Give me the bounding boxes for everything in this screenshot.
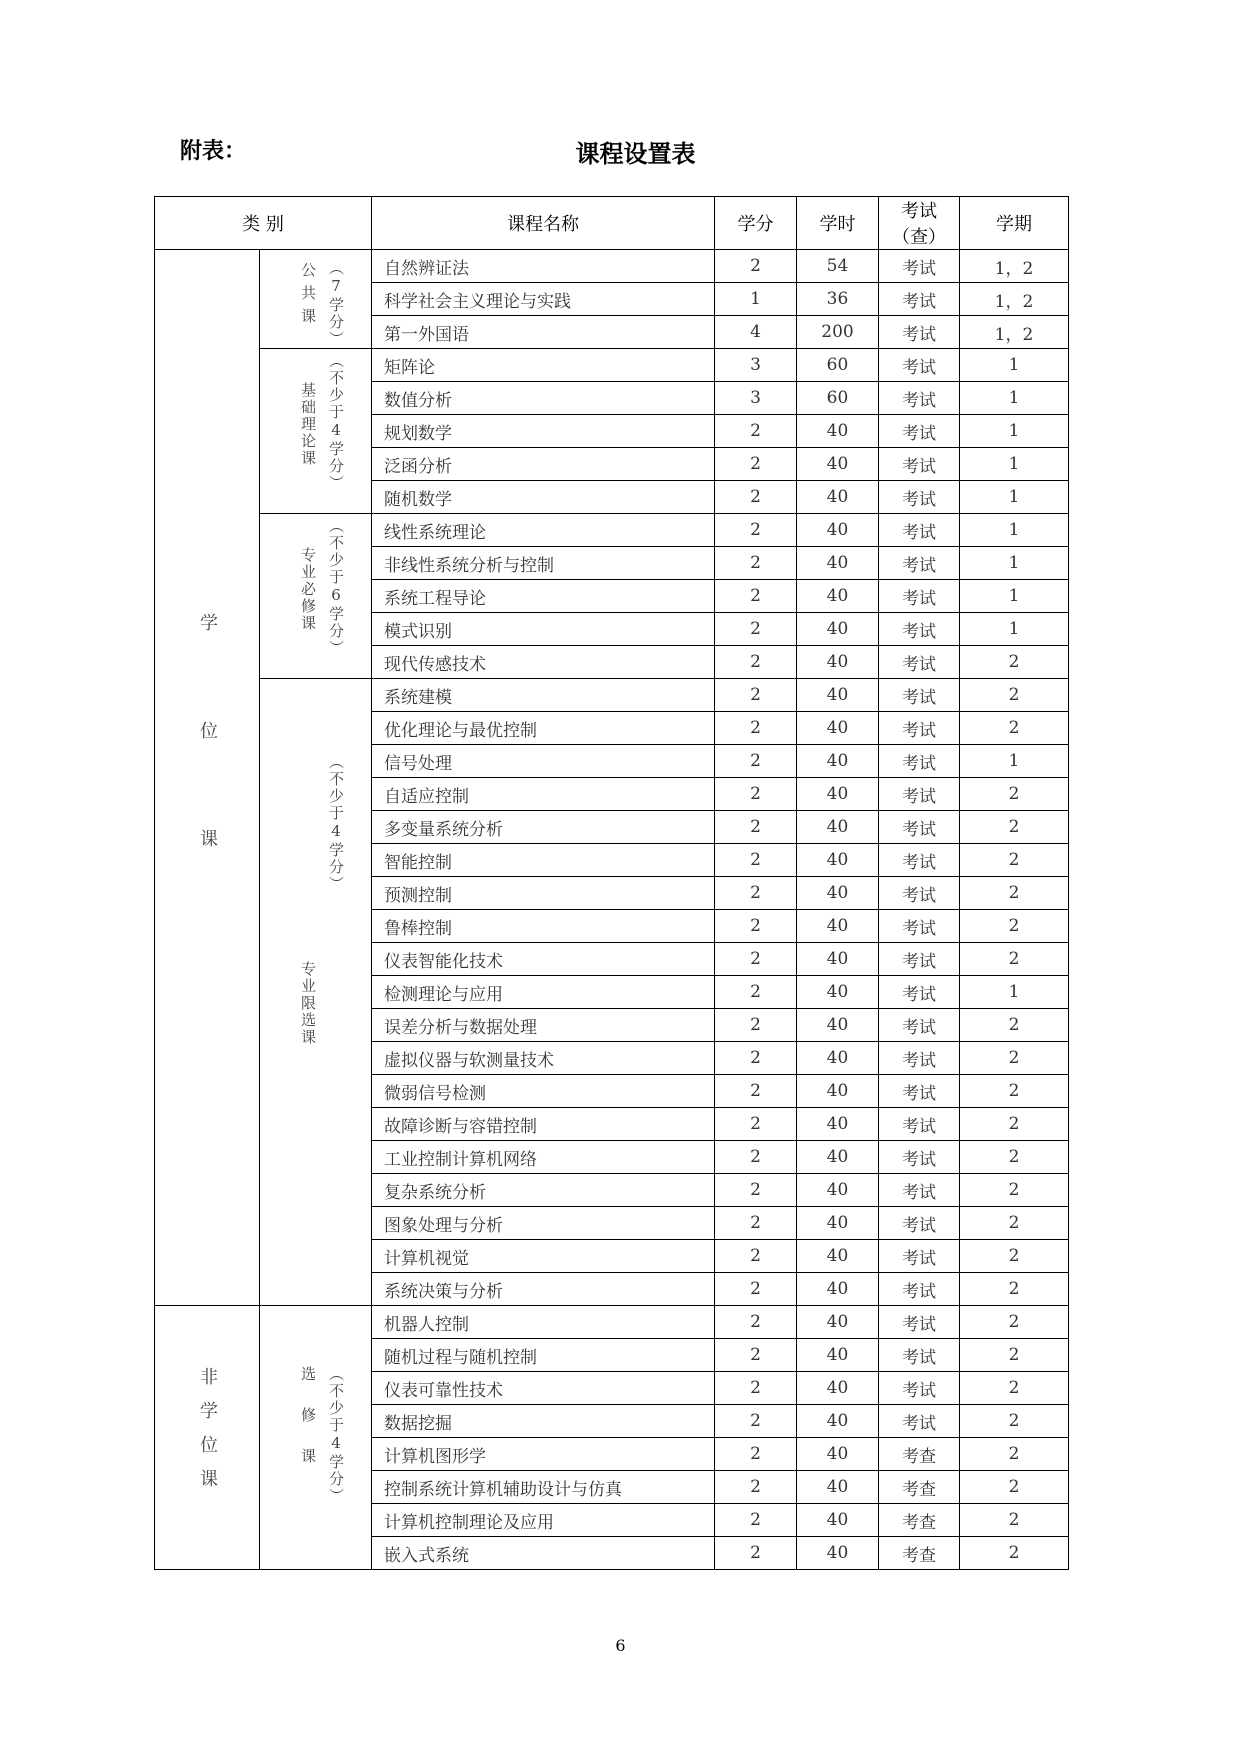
course-name: 矩阵论 xyxy=(372,349,715,382)
course-semester: 1，2 xyxy=(960,283,1069,316)
course-credits: 2 xyxy=(715,976,797,1009)
column-header-hours: 学时 xyxy=(797,197,879,250)
course-credits: 2 xyxy=(715,943,797,976)
subcategory-credit-note: （7学分） xyxy=(327,260,345,348)
course-exam-type: 考试 xyxy=(879,712,960,745)
course-credits: 2 xyxy=(715,1537,797,1570)
subcategory-credit-note: （不少于6学分） xyxy=(327,518,345,657)
course-name: 检测理论与应用 xyxy=(372,976,715,1009)
course-credits: 2 xyxy=(715,1306,797,1339)
course-name: 智能控制 xyxy=(372,844,715,877)
course-hours: 40 xyxy=(797,580,879,613)
course-semester: 2 xyxy=(960,679,1069,712)
course-exam-type: 考试 xyxy=(879,1405,960,1438)
course-exam-type: 考试 xyxy=(879,679,960,712)
subcategory-credit-note: （不少于4学分） xyxy=(327,1366,345,1505)
course-exam-type: 考试 xyxy=(879,1042,960,1075)
course-semester: 1 xyxy=(960,481,1069,514)
course-exam-type: 考试 xyxy=(879,877,960,910)
course-hours: 40 xyxy=(797,943,879,976)
course-name: 第一外国语 xyxy=(372,316,715,349)
table-row xyxy=(155,679,1069,712)
course-exam-type: 考试 xyxy=(879,382,960,415)
course-credits: 2 xyxy=(715,1141,797,1174)
course-name: 自适应控制 xyxy=(372,778,715,811)
course-name: 自然辨证法 xyxy=(372,250,715,283)
course-credits: 2 xyxy=(715,547,797,580)
course-exam-type: 考试 xyxy=(879,514,960,547)
course-credits: 2 xyxy=(715,1339,797,1372)
course-name: 计算机视觉 xyxy=(372,1240,715,1273)
course-semester: 2 xyxy=(960,1108,1069,1141)
course-credits: 2 xyxy=(715,514,797,547)
course-exam-type: 考试 xyxy=(879,976,960,1009)
course-credits: 2 xyxy=(715,646,797,679)
table-header-row xyxy=(155,197,1069,250)
column-header-category: 类 别 xyxy=(155,197,372,250)
subcategory-cell xyxy=(260,679,372,1306)
page-title: 课程设置表 xyxy=(575,140,696,168)
course-hours: 40 xyxy=(797,415,879,448)
subcategory-label: 基础理论课 xyxy=(299,382,317,467)
course-semester: 1 xyxy=(960,976,1069,1009)
course-hours: 40 xyxy=(797,1306,879,1339)
subcategory-cell xyxy=(260,349,372,514)
course-hours: 40 xyxy=(797,1471,879,1504)
course-exam-type: 考试 xyxy=(879,910,960,943)
course-name: 随机过程与随机控制 xyxy=(372,1339,715,1372)
course-name: 预测控制 xyxy=(372,877,715,910)
table-row xyxy=(155,514,1069,547)
course-credits: 2 xyxy=(715,811,797,844)
course-hours: 54 xyxy=(797,250,879,283)
course-name: 故障诊断与容错控制 xyxy=(372,1108,715,1141)
subcategory-credit-note: （不少于4学分） xyxy=(327,754,345,894)
subcategory-cell xyxy=(260,250,372,349)
course-name: 系统工程导论 xyxy=(372,580,715,613)
course-credits: 2 xyxy=(715,778,797,811)
course-exam-type: 考试 xyxy=(879,1141,960,1174)
course-credits: 2 xyxy=(715,415,797,448)
course-hours: 36 xyxy=(797,283,879,316)
course-credits: 2 xyxy=(715,1042,797,1075)
course-semester: 2 xyxy=(960,778,1069,811)
major-category-label: 学位课 xyxy=(197,613,218,937)
course-hours: 40 xyxy=(797,646,879,679)
course-semester: 2 xyxy=(960,943,1069,976)
course-hours: 40 xyxy=(797,1372,879,1405)
course-semester: 2 xyxy=(960,877,1069,910)
course-semester: 2 xyxy=(960,1537,1069,1570)
course-credits: 2 xyxy=(715,448,797,481)
course-exam-type: 考试 xyxy=(879,811,960,844)
course-hours: 40 xyxy=(797,1240,879,1273)
column-header-credits: 学分 xyxy=(715,197,797,250)
course-exam-type: 考试 xyxy=(879,547,960,580)
course-hours: 40 xyxy=(797,712,879,745)
course-exam-type: 考试 xyxy=(879,1207,960,1240)
course-name: 系统建模 xyxy=(372,679,715,712)
course-exam-type: 考试 xyxy=(879,1306,960,1339)
major-category-cell xyxy=(155,1306,260,1570)
course-name: 信号处理 xyxy=(372,745,715,778)
course-semester: 2 xyxy=(960,1075,1069,1108)
course-credits: 4 xyxy=(715,316,797,349)
course-hours: 60 xyxy=(797,349,879,382)
course-hours: 40 xyxy=(797,514,879,547)
course-semester: 2 xyxy=(960,1306,1069,1339)
course-credits: 2 xyxy=(715,1240,797,1273)
course-exam-type: 考试 xyxy=(879,646,960,679)
course-credits: 2 xyxy=(715,1438,797,1471)
course-credits: 2 xyxy=(715,1174,797,1207)
course-exam-type: 考试 xyxy=(879,415,960,448)
course-name: 系统决策与分析 xyxy=(372,1273,715,1306)
course-name: 机器人控制 xyxy=(372,1306,715,1339)
course-name: 鲁棒控制 xyxy=(372,910,715,943)
course-semester: 1，2 xyxy=(960,316,1069,349)
course-exam-type: 考试 xyxy=(879,1240,960,1273)
course-semester: 2 xyxy=(960,1372,1069,1405)
appendix-label: 附表： xyxy=(180,139,247,164)
course-name: 计算机控制理论及应用 xyxy=(372,1504,715,1537)
subcategory-credit-note: （不少于4学分） xyxy=(327,353,345,492)
course-name: 虚拟仪器与软测量技术 xyxy=(372,1042,715,1075)
course-credits: 1 xyxy=(715,283,797,316)
course-name: 控制系统计算机辅助设计与仿真 xyxy=(372,1471,715,1504)
course-name: 线性系统理论 xyxy=(372,514,715,547)
major-category-label: 非学位课 xyxy=(197,1367,218,1503)
course-credits: 2 xyxy=(715,1273,797,1306)
course-credits: 2 xyxy=(715,1075,797,1108)
course-exam-type: 考查 xyxy=(879,1471,960,1504)
major-category-cell xyxy=(155,250,260,1306)
course-semester: 1 xyxy=(960,547,1069,580)
course-name: 数据挖掘 xyxy=(372,1405,715,1438)
course-exam-type: 考试 xyxy=(879,844,960,877)
course-credits: 2 xyxy=(715,481,797,514)
course-semester: 2 xyxy=(960,1504,1069,1537)
course-name: 非线性系统分析与控制 xyxy=(372,547,715,580)
course-exam-type: 考试 xyxy=(879,250,960,283)
course-exam-type: 考试 xyxy=(879,580,960,613)
course-name: 计算机图形学 xyxy=(372,1438,715,1471)
course-hours: 40 xyxy=(797,1504,879,1537)
course-semester: 2 xyxy=(960,646,1069,679)
course-name: 嵌入式系统 xyxy=(372,1537,715,1570)
course-semester: 2 xyxy=(960,1141,1069,1174)
course-name: 仪表可靠性技术 xyxy=(372,1372,715,1405)
course-exam-type: 考试 xyxy=(879,1372,960,1405)
course-credits: 2 xyxy=(715,580,797,613)
course-hours: 40 xyxy=(797,745,879,778)
course-credits: 2 xyxy=(715,250,797,283)
course-hours: 40 xyxy=(797,1207,879,1240)
course-hours: 40 xyxy=(797,1273,879,1306)
course-semester: 2 xyxy=(960,1207,1069,1240)
course-semester: 2 xyxy=(960,1042,1069,1075)
table-row xyxy=(155,349,1069,382)
course-semester: 2 xyxy=(960,811,1069,844)
course-credits: 2 xyxy=(715,1372,797,1405)
course-exam-type: 考试 xyxy=(879,613,960,646)
course-name: 仪表智能化技术 xyxy=(372,943,715,976)
course-exam-type: 考试 xyxy=(879,778,960,811)
course-semester: 2 xyxy=(960,1273,1069,1306)
course-credits: 2 xyxy=(715,1504,797,1537)
course-hours: 40 xyxy=(797,811,879,844)
subcategory-label: 选修课 xyxy=(299,1366,317,1489)
course-hours: 40 xyxy=(797,547,879,580)
course-semester: 2 xyxy=(960,844,1069,877)
course-semester: 2 xyxy=(960,1009,1069,1042)
course-credits: 3 xyxy=(715,382,797,415)
course-credits: 2 xyxy=(715,877,797,910)
course-hours: 40 xyxy=(797,481,879,514)
course-name: 规划数学 xyxy=(372,415,715,448)
course-hours: 40 xyxy=(797,1339,879,1372)
course-semester: 2 xyxy=(960,910,1069,943)
course-hours: 40 xyxy=(797,1537,879,1570)
course-hours: 40 xyxy=(797,1141,879,1174)
course-name: 模式识别 xyxy=(372,613,715,646)
course-credits: 2 xyxy=(715,1471,797,1504)
course-credits: 2 xyxy=(715,1108,797,1141)
course-exam-type: 考试 xyxy=(879,1075,960,1108)
course-semester: 1 xyxy=(960,613,1069,646)
course-semester: 1 xyxy=(960,580,1069,613)
course-name: 泛函分析 xyxy=(372,448,715,481)
course-semester: 1 xyxy=(960,745,1069,778)
course-hours: 40 xyxy=(797,877,879,910)
course-hours: 40 xyxy=(797,1405,879,1438)
course-credits: 2 xyxy=(715,679,797,712)
course-semester: 2 xyxy=(960,1174,1069,1207)
course-semester: 2 xyxy=(960,1405,1069,1438)
course-name: 图象处理与分析 xyxy=(372,1207,715,1240)
course-semester: 2 xyxy=(960,1339,1069,1372)
column-header-course: 课程名称 xyxy=(372,197,715,250)
subcategory-label: 专业必修课 xyxy=(299,547,317,632)
course-hours: 40 xyxy=(797,1042,879,1075)
course-credits: 2 xyxy=(715,844,797,877)
course-exam-type: 考试 xyxy=(879,1108,960,1141)
course-semester: 1 xyxy=(960,514,1069,547)
course-exam-type: 考试 xyxy=(879,1339,960,1372)
course-credits: 2 xyxy=(715,712,797,745)
column-header-semester: 学期 xyxy=(960,197,1069,250)
course-name: 现代传感技术 xyxy=(372,646,715,679)
course-semester: 1 xyxy=(960,349,1069,382)
course-hours: 40 xyxy=(797,1174,879,1207)
course-exam-type: 考试 xyxy=(879,316,960,349)
course-exam-type: 考查 xyxy=(879,1504,960,1537)
course-semester: 1 xyxy=(960,448,1069,481)
course-hours: 40 xyxy=(797,778,879,811)
course-semester: 2 xyxy=(960,712,1069,745)
course-hours: 40 xyxy=(797,910,879,943)
course-hours: 40 xyxy=(797,1009,879,1042)
course-hours: 40 xyxy=(797,1075,879,1108)
course-table xyxy=(154,196,1069,1570)
course-hours: 40 xyxy=(797,844,879,877)
course-semester: 1 xyxy=(960,415,1069,448)
subcategory-cell xyxy=(260,514,372,679)
course-credits: 3 xyxy=(715,349,797,382)
course-name: 多变量系统分析 xyxy=(372,811,715,844)
course-name: 科学社会主义理论与实践 xyxy=(372,283,715,316)
course-semester: 1 xyxy=(960,382,1069,415)
course-hours: 40 xyxy=(797,976,879,1009)
course-exam-type: 考试 xyxy=(879,349,960,382)
table-row xyxy=(155,250,1069,283)
course-hours: 40 xyxy=(797,448,879,481)
course-hours: 40 xyxy=(797,1108,879,1141)
course-semester: 2 xyxy=(960,1240,1069,1273)
course-hours: 40 xyxy=(797,679,879,712)
course-credits: 2 xyxy=(715,1207,797,1240)
column-header-exam: 考试（查） xyxy=(879,197,960,250)
course-semester: 1，2 xyxy=(960,250,1069,283)
course-exam-type: 考试 xyxy=(879,283,960,316)
course-credits: 2 xyxy=(715,745,797,778)
subcategory-cell xyxy=(260,1306,372,1570)
course-hours: 40 xyxy=(797,1438,879,1471)
course-hours: 60 xyxy=(797,382,879,415)
course-exam-type: 考试 xyxy=(879,943,960,976)
course-name: 微弱信号检测 xyxy=(372,1075,715,1108)
subcategory-label: 公共课 xyxy=(299,262,317,331)
page-number: 6 xyxy=(615,1636,626,1655)
course-semester: 2 xyxy=(960,1438,1069,1471)
course-name: 随机数学 xyxy=(372,481,715,514)
course-name: 复杂系统分析 xyxy=(372,1174,715,1207)
course-exam-type: 考试 xyxy=(879,448,960,481)
subcategory-label: 专业限选课 xyxy=(299,961,317,1047)
course-exam-type: 考试 xyxy=(879,1009,960,1042)
course-credits: 2 xyxy=(715,910,797,943)
course-credits: 2 xyxy=(715,613,797,646)
course-semester: 2 xyxy=(960,1471,1069,1504)
course-exam-type: 考查 xyxy=(879,1537,960,1570)
course-exam-type: 考试 xyxy=(879,745,960,778)
course-name: 优化理论与最优控制 xyxy=(372,712,715,745)
course-exam-type: 考试 xyxy=(879,481,960,514)
course-name: 工业控制计算机网络 xyxy=(372,1141,715,1174)
course-exam-type: 考试 xyxy=(879,1174,960,1207)
course-credits: 2 xyxy=(715,1009,797,1042)
course-hours: 40 xyxy=(797,613,879,646)
course-hours: 200 xyxy=(797,316,879,349)
table-row xyxy=(155,1306,1069,1339)
course-name: 数值分析 xyxy=(372,382,715,415)
course-exam-type: 考查 xyxy=(879,1438,960,1471)
course-credits: 2 xyxy=(715,1405,797,1438)
course-name: 误差分析与数据处理 xyxy=(372,1009,715,1042)
course-exam-type: 考试 xyxy=(879,1273,960,1306)
